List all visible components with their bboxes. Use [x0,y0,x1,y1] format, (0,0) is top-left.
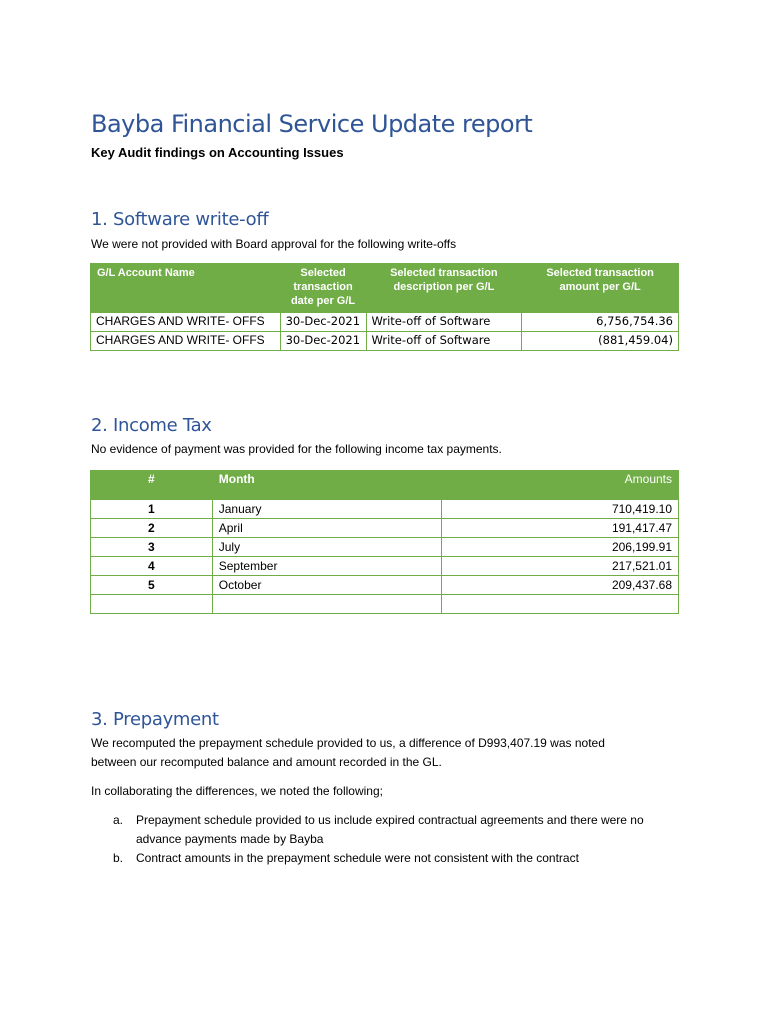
cell-number: 3 [91,538,213,557]
cell-month: July [212,538,442,557]
cell-amount: 710,419.10 [442,500,679,519]
income-tax-table [90,470,679,614]
cell-description: Write-off of Software [366,332,522,351]
col-header-transaction-date: Selected transaction date per G/L [280,264,366,313]
list-item-text-line1: Prepayment schedule provided to us include expired contractual agreements and there were no [136,813,644,827]
section3-para1-line1: We recomputed the prepayment schedule provided to us, a difference of D993,407.19 was noted [91,736,605,750]
col-header-number: # [91,471,213,500]
table-row [91,313,679,332]
cell-gl-account: CHARGES AND WRITE- OFFS [91,332,281,351]
cell-amount: 209,437.68 [442,576,679,595]
cell-date: 30-Dec-2021 [280,332,366,351]
table-row [91,557,679,576]
cell-date: 30-Dec-2021 [280,313,366,332]
col-header-amounts: Amounts [442,471,679,500]
cell-month: April [212,519,442,538]
section-heading-income-tax: 2. Income Tax [91,415,212,436]
report-title: Bayba Financial Service Update report [91,110,533,138]
section1-intro: We were not provided with Board approval for the following write-offs [91,237,457,251]
cell-empty [212,595,442,614]
table-row [91,538,679,557]
cell-amount: (881,459.04) [522,332,679,351]
cell-amount: 206,199.91 [442,538,679,557]
cell-number: 4 [91,557,213,576]
cell-number: 1 [91,500,213,519]
list-item-label: b. [113,851,124,865]
cell-month: September [212,557,442,576]
table-row-empty [91,595,679,614]
cell-gl-account: CHARGES AND WRITE- OFFS [91,313,281,332]
cell-amount: 6,756,754.36 [522,313,679,332]
cell-month: January [212,500,442,519]
col-header-gl-account: G/L Account Name [91,264,281,313]
table-row [91,332,679,351]
cell-number: 2 [91,519,213,538]
section3-para2: In collaborating the differences, we noted the following; [91,784,383,798]
list-item-text-line1: Contract amounts in the prepayment schedule were not consistent with the contract [136,851,579,865]
table-row [91,500,679,519]
table-row [91,576,679,595]
cell-number: 5 [91,576,213,595]
section3-para1-line2: between our recomputed balance and amount recorded in the GL. [91,755,442,769]
write-off-table-header [91,264,679,313]
list-item-label: a. [113,813,124,827]
findings-list [113,811,713,871]
write-off-table [90,263,679,351]
list-item-text-line2: advance payments made by Bayba [136,832,324,846]
col-header-month: Month [212,471,442,500]
col-header-transaction-description: Selected transaction description per G/L [366,264,522,313]
section-heading-software-write-off: 1. Software write-off [91,209,269,230]
section2-intro: No evidence of payment was provided for the following income tax payments. [91,442,502,456]
income-tax-table-header [91,471,679,500]
cell-month: October [212,576,442,595]
cell-empty [442,595,679,614]
cell-amount: 217,521.01 [442,557,679,576]
cell-description: Write-off of Software [366,313,522,332]
cell-amount: 191,417.47 [442,519,679,538]
table-row [91,519,679,538]
col-header-transaction-amount: Selected transaction amount per G/L [522,264,679,313]
report-subtitle: Key Audit findings on Accounting Issues [91,145,344,160]
section-heading-prepayment: 3. Prepayment [91,709,219,730]
cell-empty [91,595,213,614]
